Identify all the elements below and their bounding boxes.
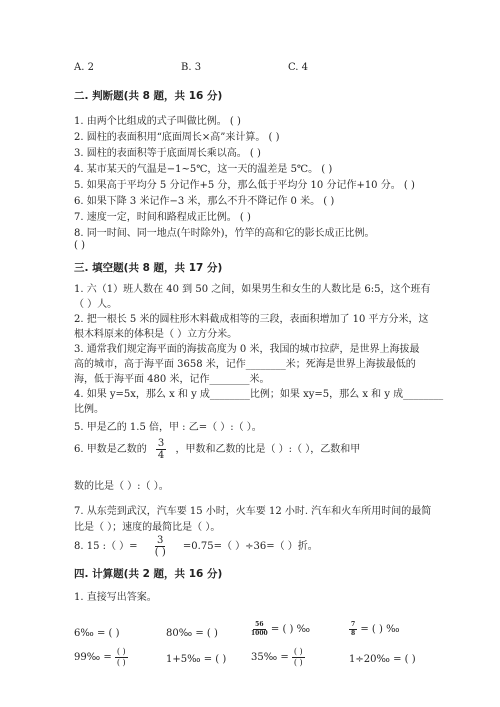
calc-item: 1+5‰ = ( ) <box>166 654 227 665</box>
fill-line: 高的城市，高于海平面 3658 米，记作________米；死海是世界上海拔最低的 <box>74 359 416 370</box>
fraction: $\frac{7}{8}$ <box>351 621 356 637</box>
fraction: 3 ( ) <box>154 535 166 558</box>
calc-subheading: 1. 直接写出答案。 <box>74 592 157 603</box>
fill-line: 4. 如果 y=5x，那么 x 和 y 成________比例；如果 xy=5，那么 x 和 y 成________ <box>74 389 444 400</box>
fill-line: 比例。 <box>74 404 104 415</box>
section2-heading: 二. 判断题(共 8 题，共 16 分) <box>74 90 223 102</box>
judge-item-8-bracket: ( ) <box>74 240 85 251</box>
calc-item: $\frac{56}{1000}$ = ( ) ‰ <box>251 621 311 637</box>
judge-item-1: 1. 由两个比组成的式子叫做比例。 ( ) <box>74 116 241 127</box>
option-c: C. 4 <box>288 62 309 73</box>
judge-item-8: 8. 同一时间、同一地点(午时除外)，竹竿的高和它的影长成正比例。 <box>74 228 375 239</box>
fill-q8: 8. 15 :（ ）= 3 ( ) =0.75=（ ）÷36=（ ）折。 <box>74 535 318 558</box>
fill-line: 2. 把一根长 5 米的圆柱形木料截成相等的三段，表面积增加了 10 平方分米，这 <box>74 314 429 325</box>
option-b: B. 3 <box>181 62 202 73</box>
fill-line: 1. 六（1）班人数在 40 到 50 之间，如果男生和女生的人数比是 6:5，这个班有 <box>74 284 431 295</box>
section4-heading: 四. 计算题(共 2 题，共 16 分) <box>74 568 223 580</box>
judge-item-5: 5. 如果高于平均分 5 分记作+5 分，那么低于平均分 10 分记作+10 分。 ( ) <box>74 180 415 191</box>
section3-heading: 三. 填空题(共 8 题，共 17 分) <box>74 262 223 274</box>
fill-q6-cont: 数的比是（ ）:（ ）。 <box>74 481 169 492</box>
calc-item: 99‰ = $\frac{( )}{( )}$ <box>74 647 126 667</box>
fraction: $\frac{56}{1000}$ <box>251 621 268 637</box>
calc-item: 35‰ = $\frac{( )}{( )}$ <box>251 647 303 667</box>
fill-line: 根木料原来的体积是（ ）立方分米。 <box>74 329 238 340</box>
fraction: $\frac{( )}{( )}$ <box>293 647 303 667</box>
judge-item-6: 6. 如果下降 3 米记作−3 米，那么不升不降记作 0 米。 ( ) <box>74 196 335 207</box>
fill-line: 5. 甲是乙的 1.5 倍，甲 : 乙=（ ）:（ ）。 <box>74 422 262 433</box>
fill-q7: 7. 从东莞到武汉，汽车要 15 小时，火车要 12 小时. 汽车和火车所用时间的最简 <box>74 506 432 517</box>
calc-item: 80‰ = ( ) <box>166 628 218 639</box>
calc-item: 6‰ = ( ) <box>74 628 120 639</box>
fraction: $\frac{3}{4}$ <box>157 438 165 461</box>
calc-item: $\frac{7}{8}$ = ( ) ‰ <box>351 621 400 637</box>
fill-line: 3. 通常我们规定海平面的海拔高度为 0 米，我国的城市拉萨，是世界上海拔最 <box>74 344 420 355</box>
calc-item: 1÷20‰ = ( ) <box>349 654 416 665</box>
fraction: $\frac{( )}{( )}$ <box>116 647 126 667</box>
judge-item-4: 4. 某市某天的气温是−1~5℃，这一天的温差是 5℃。 ( ) <box>74 164 333 175</box>
judge-item-2: 2. 圆柱的表面积用“底面周长×高”来计算。 ( ) <box>74 132 280 143</box>
fill-q7-cont: 比是（ ）；速度的最简比是（ ）。 <box>74 522 221 533</box>
option-a: A. 2 <box>74 62 94 73</box>
judge-item-7: 7. 速度一定，时间和路程成正比例。 ( ) <box>74 212 251 223</box>
fill-q6: 6. 甲数是乙数的 $\frac{3}{4}$ ，甲数和乙数的比是（ ）:（ ），乙数和甲 <box>74 438 361 461</box>
fill-line: 海，低于海平面 480 米，记作________米。 <box>74 374 270 385</box>
judge-item-3: 3. 圆柱的表面积等于底面周长乘以高。 ( ) <box>74 148 261 159</box>
fill-line: （ ）人。 <box>74 299 118 310</box>
